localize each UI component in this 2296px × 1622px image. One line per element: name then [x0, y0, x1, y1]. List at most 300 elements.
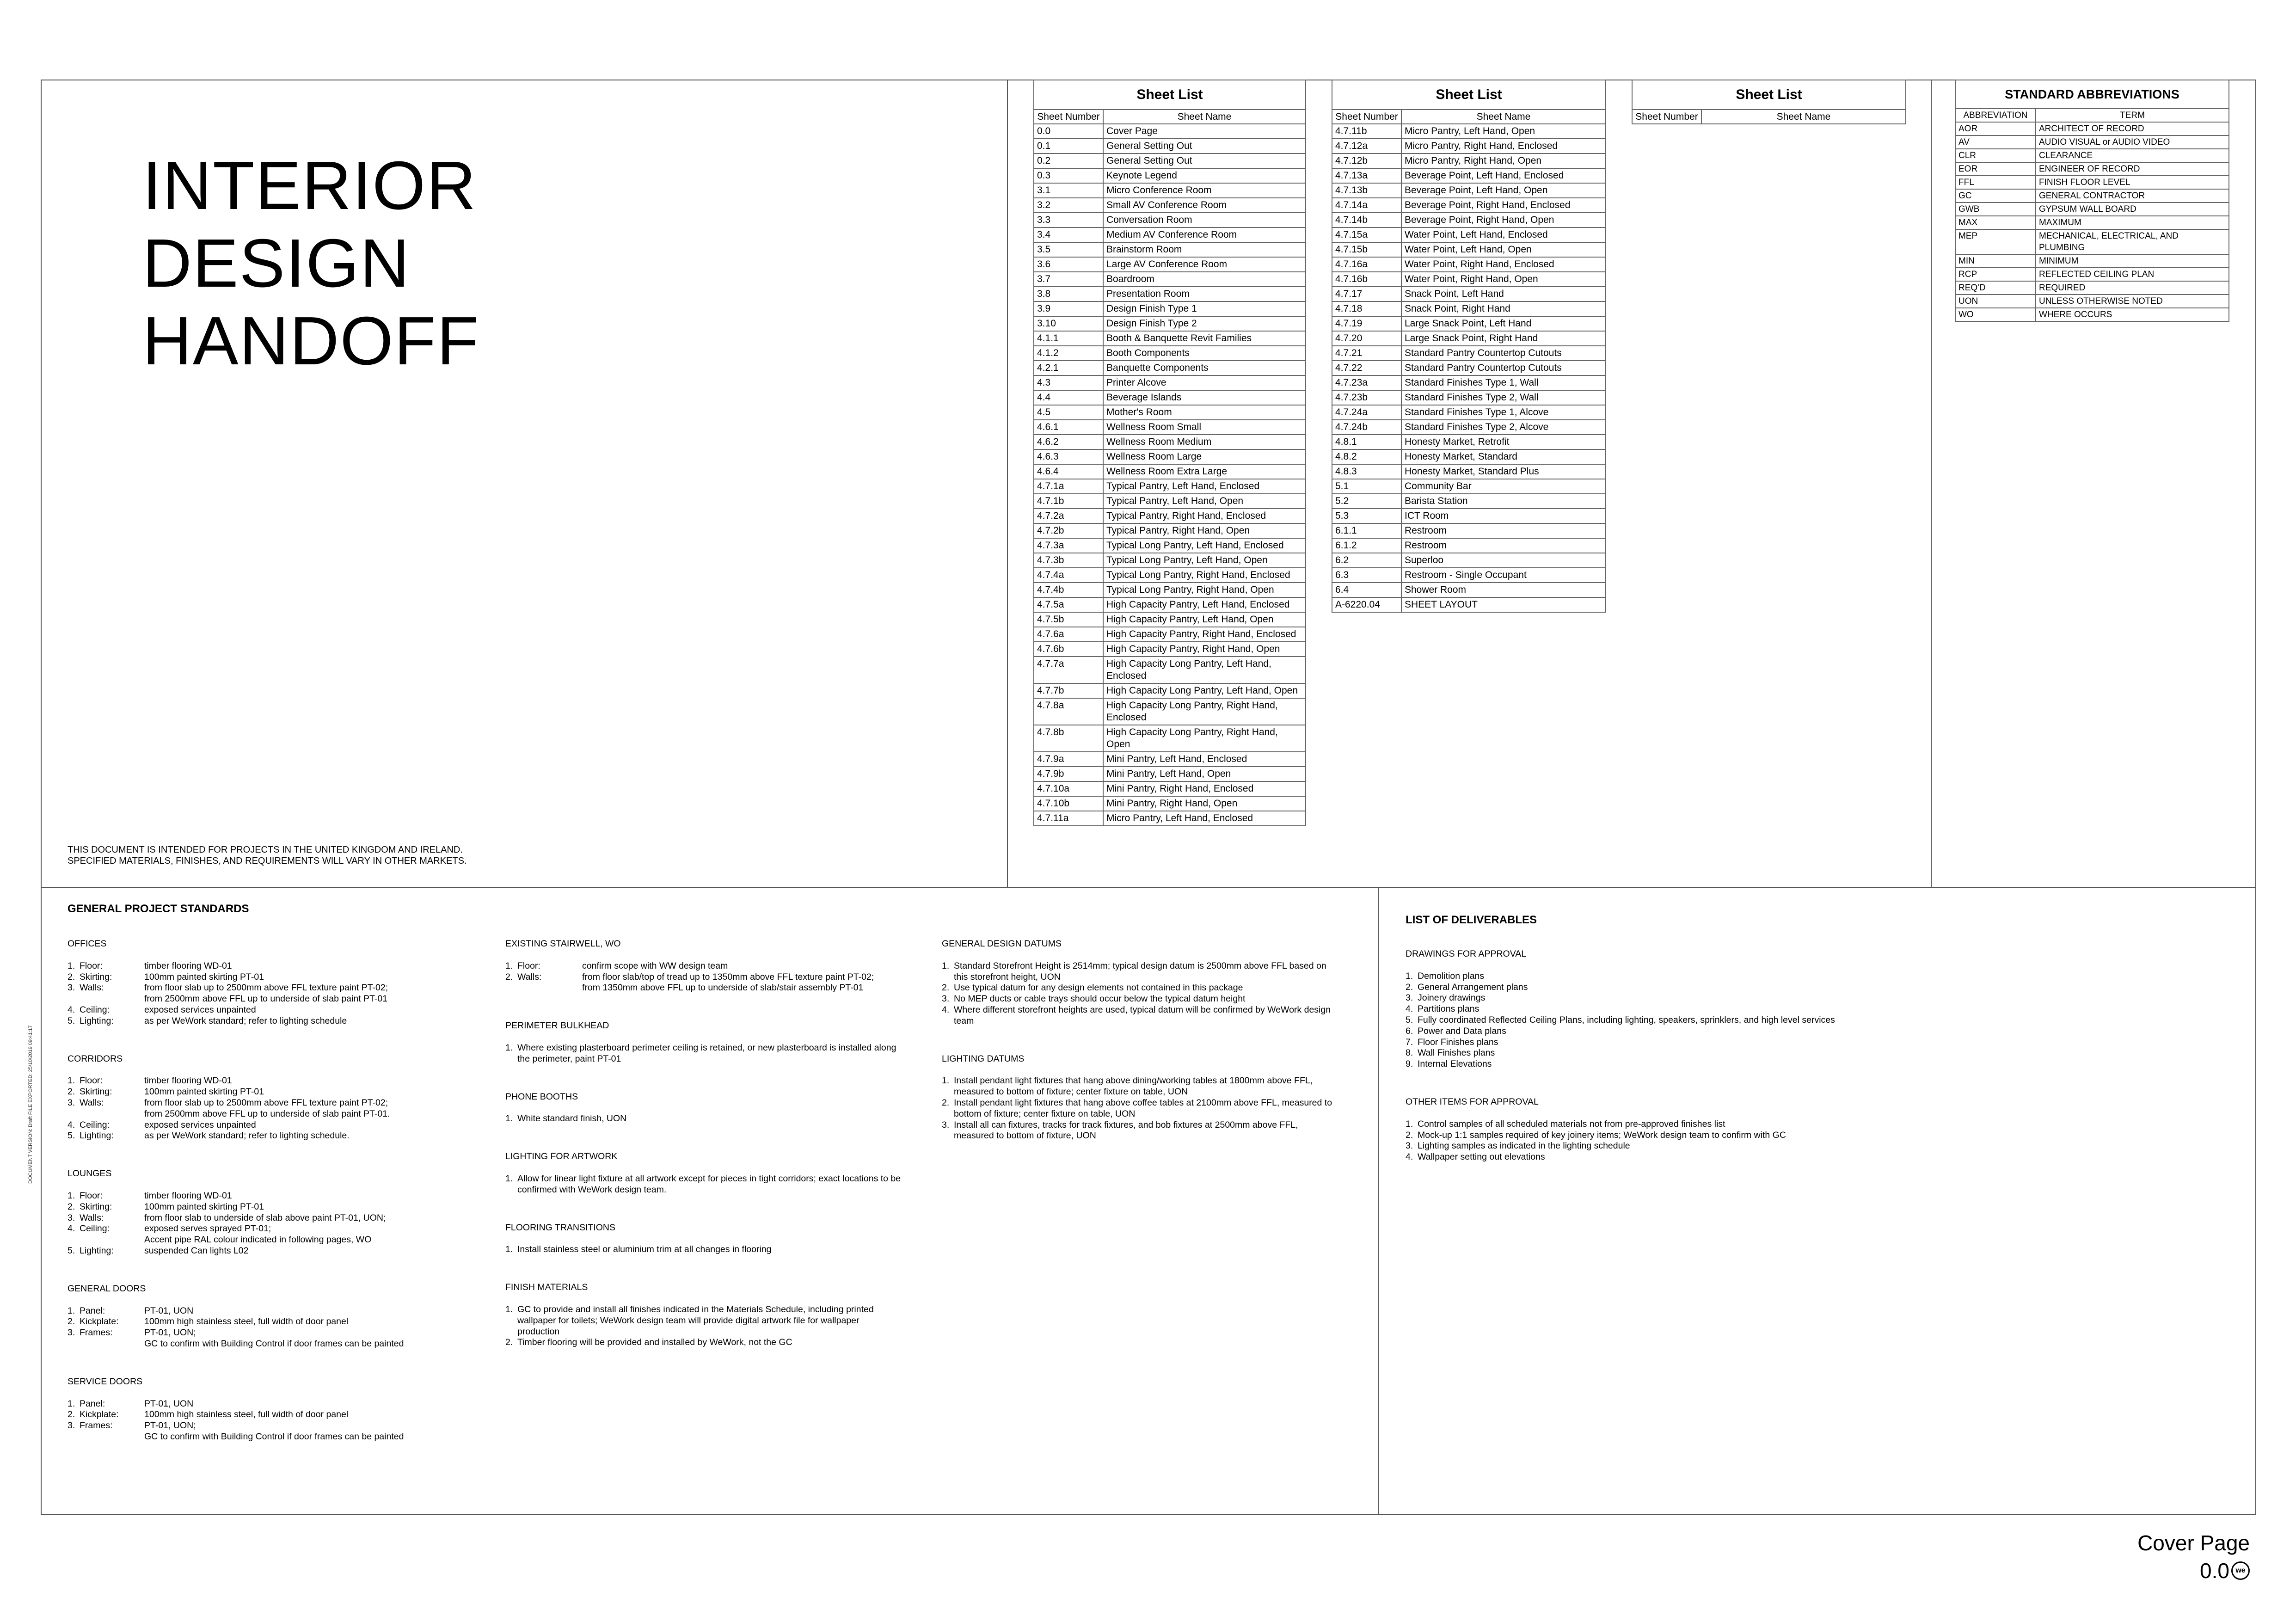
sheet-row	[1034, 198, 1306, 213]
abbreviation-cell: UON	[1955, 295, 2036, 308]
sheet-row	[1034, 553, 1306, 568]
sheet-row	[1332, 523, 1606, 538]
sheet-name-cell: Beverage Point, Left Hand, Open	[1401, 183, 1606, 198]
sheet-row	[1332, 257, 1606, 272]
deliverables-title: LIST OF DELIVERABLES	[1406, 914, 1537, 926]
sheet-list-table-1	[1033, 80, 1306, 826]
sheet-number-cell: 3.10	[1034, 316, 1103, 331]
sheet-number-cell: 4.7.22	[1332, 361, 1401, 375]
sheet-name-cell: Water Point, Left Hand, Open	[1401, 242, 1606, 257]
sheet-name-cell: Presentation Room	[1103, 287, 1306, 301]
sheet-number-cell: 4.7.6b	[1034, 642, 1103, 657]
sheet-row	[1034, 509, 1306, 523]
sheet-row	[1034, 781, 1306, 796]
sheet-number-cell: 6.2	[1332, 553, 1401, 568]
term-cell: REFLECTED CEILING PLAN	[2036, 268, 2229, 281]
sheet-row	[1034, 597, 1306, 612]
sheet-name-cell: Typical Long Pantry, Right Hand, Enclosed	[1103, 568, 1306, 583]
item-number: 9.	[1406, 1059, 1413, 1069]
sheet-number-cell: 4.7.15a	[1332, 227, 1401, 242]
item-number: 2.	[942, 1097, 950, 1108]
sheet-number-cell: 4.7.9a	[1034, 752, 1103, 767]
sheet-row	[1332, 139, 1606, 154]
term-cell: CLEARANCE	[2036, 149, 2229, 162]
item-number: 1.	[1406, 1118, 1413, 1129]
sheet-row	[1034, 435, 1306, 449]
sheet-list-table-2	[1332, 80, 1606, 613]
abbreviation-cell: FFL	[1955, 176, 2036, 189]
sheet-row	[1034, 301, 1306, 316]
section-heading: LIGHTING DATUMS	[942, 1053, 1025, 1064]
sheet-number-cell: 0.0	[1034, 124, 1103, 139]
item-number: 3.	[942, 994, 950, 1004]
section-heading: GENERAL DESIGN DATUMS	[942, 939, 1062, 949]
standard-item	[942, 961, 1339, 983]
sheet-name-cell: Typical Long Pantry, Left Hand, Open	[1103, 553, 1306, 568]
sheet-name-cell: Honesty Market, Standard Plus	[1401, 464, 1606, 479]
section-heading: PHONE BOOTHS	[505, 1091, 578, 1102]
sheet-row	[1034, 698, 1306, 725]
sheet-number-cell: 6.4	[1332, 583, 1401, 597]
sheet-row	[1332, 154, 1606, 168]
sheet-number-cell: 4.7.8b	[1034, 725, 1103, 752]
sheet-row	[1034, 583, 1306, 597]
sheet-name-header: Sheet Name	[1103, 110, 1306, 124]
standard-item	[68, 1246, 474, 1257]
sheet-name-cell: General Setting Out	[1103, 154, 1306, 168]
item-text: suspended Can lights L02	[144, 1245, 249, 1256]
item-number: 2.	[942, 983, 950, 993]
sheet-row	[1034, 346, 1306, 361]
item-key: Panel:	[80, 1398, 105, 1409]
sheet-name-cell: Typical Pantry, Left Hand, Open	[1103, 494, 1306, 509]
sheet-number-cell: 0.3	[1034, 168, 1103, 183]
item-text: Mock-up 1:1 samples required of key joinery items; WeWork design team to confirm with GC	[1418, 1130, 1786, 1140]
sheet-row	[1034, 464, 1306, 479]
item-text: Lighting samples as indicated in the lighting schedule	[1418, 1141, 1630, 1151]
sheet-name-cell: Water Point, Right Hand, Enclosed	[1401, 257, 1606, 272]
sheet-number-cell: 0.1	[1034, 139, 1103, 154]
standards-column-1	[68, 939, 474, 1443]
sheet-number-cell: 4.7.12a	[1332, 139, 1401, 154]
sheet-list-caption: Sheet List	[1034, 80, 1306, 110]
item-text: Install all can fixtures, tracks for track fixtures, and bob fixtures at 2500mm above FFL, measured to bottom of fixture, UON	[954, 1119, 1298, 1141]
sheet-number-cell: 4.7.15b	[1332, 242, 1401, 257]
item-text: timber flooring WD-01	[144, 1190, 232, 1201]
item-number: 2.	[68, 1087, 75, 1097]
sheet-row	[1034, 272, 1306, 287]
item-text: Use typical datum for any design elements not contained in this package	[954, 983, 1243, 993]
item-key: Ceiling:	[80, 1004, 110, 1015]
standard-item	[942, 1075, 1339, 1098]
sheet-name-cell: High Capacity Pantry, Left Hand, Open	[1103, 612, 1306, 627]
sheet-name-header: Sheet Name	[1401, 110, 1606, 124]
standard-item	[68, 1087, 474, 1098]
sheet-name-cell: Keynote Legend	[1103, 168, 1306, 183]
term-cell: FINISH FLOOR LEVEL	[2036, 176, 2229, 189]
sheet-row	[1332, 272, 1606, 287]
item-number: 1.	[942, 960, 950, 971]
sheet-name-cell: Water Point, Left Hand, Enclosed	[1401, 227, 1606, 242]
item-text: exposed services unpainted	[144, 1119, 256, 1130]
abbreviation-row	[1955, 229, 2229, 254]
sheet-name-cell: Barista Station	[1401, 494, 1606, 509]
sheet-number-cell: 4.7.20	[1332, 331, 1401, 346]
standard-item	[68, 1420, 474, 1443]
standard-item	[942, 983, 1339, 994]
item-key: Ceiling:	[80, 1223, 110, 1234]
item-number: 2.	[68, 1316, 75, 1327]
sheet-row	[1034, 479, 1306, 494]
sheet-name-cell: Standard Finishes Type 1, Wall	[1401, 375, 1606, 390]
market-disclaimer	[68, 844, 467, 866]
abbreviation-row	[1955, 308, 2229, 321]
item-number: 1.	[505, 1042, 513, 1053]
sheet-number-cell: 5.2	[1332, 494, 1401, 509]
item-key: Lighting:	[80, 1245, 114, 1256]
standard-item	[68, 1223, 474, 1246]
item-text: 100mm high stainless steel, full width of door panel	[144, 1316, 349, 1327]
sheet-number-cell: 4.6.4	[1034, 464, 1103, 479]
item-number: 3.	[1406, 1141, 1413, 1151]
item-text: exposed services unpainted	[144, 1004, 256, 1015]
item-text: Where existing plasterboard perimeter ceiling is retained, or new plasterboard is installed along the perimeter, paint PT-01	[517, 1042, 896, 1064]
sheet-number-cell: 3.9	[1034, 301, 1103, 316]
sheet-list-table-3	[1632, 80, 1906, 124]
sheet-row	[1034, 154, 1306, 168]
sheet-name-cell: Standard Finishes Type 1, Alcove	[1401, 405, 1606, 420]
sheet-number-cell: 4.8.3	[1332, 464, 1401, 479]
sheet-number-cell: 4.7.1a	[1034, 479, 1103, 494]
sheet-name-cell: High Capacity Pantry, Left Hand, Enclosed	[1103, 597, 1306, 612]
sheet-row	[1332, 479, 1606, 494]
term-cell: ENGINEER OF RECORD	[2036, 162, 2229, 176]
term-cell: REQUIRED	[2036, 281, 2229, 295]
sheet-row	[1034, 213, 1306, 227]
abbreviation-cell: REQ'D	[1955, 281, 2036, 295]
sheet-name-cell: Large Snack Point, Right Hand	[1401, 331, 1606, 346]
sheet-row	[1332, 390, 1606, 405]
sheet-name-cell: Cover Page	[1103, 124, 1306, 139]
item-number: 5.	[68, 1015, 75, 1026]
sheet-number-header: Sheet Number	[1332, 110, 1401, 124]
item-text: from floor slab up to 2500mm above FFL texture paint PT-02; from 2500mm above FFL up to underside of slab paint PT-01	[144, 983, 388, 1004]
abbreviations-caption: STANDARD ABBREVIATIONS	[1955, 80, 2229, 109]
item-text: Wall Finishes plans	[1418, 1048, 1495, 1058]
sheet-list-caption: Sheet List	[1332, 80, 1606, 110]
item-text: Install stainless steel or aluminium trim at all changes in flooring	[517, 1244, 772, 1255]
sheet-row	[1332, 509, 1606, 523]
sheet-number-cell: 3.3	[1034, 213, 1103, 227]
item-text: Wallpaper setting out elevations	[1418, 1152, 1545, 1162]
sheet-name-cell: Water Point, Right Hand, Open	[1401, 272, 1606, 287]
item-key: Lighting:	[80, 1130, 114, 1141]
item-key: Walls:	[80, 1097, 104, 1108]
section-heading: FLOORING TRANSITIONS	[505, 1222, 615, 1233]
standard-item	[68, 1327, 474, 1350]
standard-item	[1406, 1059, 2228, 1070]
term-cell: WHERE OCCURS	[2036, 308, 2229, 321]
sheet-number-cell: 3.2	[1034, 198, 1103, 213]
abbreviation-row	[1955, 281, 2229, 295]
title-line: HANDOFF	[142, 303, 480, 379]
item-text: PT-01, UON	[144, 1305, 194, 1316]
sheet-row	[1034, 767, 1306, 781]
sheet-name-cell: High Capacity Pantry, Right Hand, Enclosed	[1103, 627, 1306, 642]
sheet-number-cell: 3.5	[1034, 242, 1103, 257]
sheet-number-header: Sheet Number	[1632, 110, 1701, 124]
item-key: Walls:	[517, 971, 542, 982]
sheet-name-header: Sheet Name	[1701, 110, 1906, 124]
sheet-name-cell: High Capacity Long Pantry, Left Hand, Open	[1103, 683, 1306, 698]
item-text: 100mm painted skirting PT-01	[144, 971, 264, 982]
item-number: 3.	[68, 1420, 75, 1431]
sheet-row	[1034, 168, 1306, 183]
standard-item	[1406, 1048, 2228, 1059]
item-number: 1.	[505, 1304, 513, 1315]
sheet-number-cell: 4.7.19	[1332, 316, 1401, 331]
standard-item	[505, 961, 903, 972]
sheet-number-cell: 3.8	[1034, 287, 1103, 301]
item-text: 100mm painted skirting PT-01	[144, 1201, 264, 1212]
sheet-number-cell: 4.7.7a	[1034, 657, 1103, 683]
sheet-name-cell: Typical Pantry, Right Hand, Open	[1103, 523, 1306, 538]
standard-item	[1406, 982, 2228, 993]
section-heading: LOUNGES	[68, 1168, 112, 1179]
sheet-number-cell: 5.3	[1332, 509, 1401, 523]
abbreviation-row	[1955, 135, 2229, 149]
sheet-list-caption: Sheet List	[1632, 80, 1906, 110]
sheet-name-cell: Restroom	[1401, 523, 1606, 538]
standard-item	[68, 972, 474, 983]
abbreviation-row	[1955, 149, 2229, 162]
title-line: DESIGN	[142, 225, 411, 301]
sheet-number-cell: 3.6	[1034, 257, 1103, 272]
item-number: 3.	[68, 1212, 75, 1223]
sheet-number-cell: 4.6.2	[1034, 435, 1103, 449]
item-number: 2.	[68, 1201, 75, 1212]
item-number: 2.	[505, 1337, 513, 1348]
sheet-row	[1034, 139, 1306, 154]
item-number: 3.	[68, 983, 75, 993]
sheet-number-cell: 4.6.1	[1034, 420, 1103, 435]
sheet-name-cell: Beverage Point, Left Hand, Enclosed	[1401, 168, 1606, 183]
sheet-row	[1332, 346, 1606, 361]
divider-vertical-bottom	[1378, 887, 1379, 1515]
sheet-name-cell: SHEET LAYOUT	[1401, 597, 1606, 612]
item-number: 4.	[942, 1004, 950, 1015]
sheet-row	[1332, 331, 1606, 346]
sheet-name-cell: Micro Pantry, Right Hand, Enclosed	[1401, 139, 1606, 154]
section-heading: GENERAL DOORS	[68, 1283, 146, 1294]
disclaimer-line: SPECIFIED MATERIALS, FINISHES, AND REQUIREMENTS WILL VARY IN OTHER MARKETS.	[68, 856, 467, 866]
item-text: Install pendant light fixtures that hang above dining/working tables at 1800mm above FFL, measured to bottom of fixture; center fixture on table, UON	[954, 1075, 1313, 1097]
sheet-name-cell: Typical Pantry, Left Hand, Enclosed	[1103, 479, 1306, 494]
sheet-name-cell: Beverage Point, Right Hand, Enclosed	[1401, 198, 1606, 213]
sheet-name-cell: Medium AV Conference Room	[1103, 227, 1306, 242]
item-text: from floor slab up to 2500mm above FFL texture paint PT-02; from 2500mm above FFL up to underside of slab paint PT-01.	[144, 1097, 390, 1119]
standard-item	[505, 1244, 903, 1255]
sheet-number-cell: 4.7.9b	[1034, 767, 1103, 781]
sheet-number-cell: 3.4	[1034, 227, 1103, 242]
sheet-name-cell: Standard Finishes Type 2, Alcove	[1401, 420, 1606, 435]
item-key: Kickplate:	[80, 1409, 119, 1420]
item-key: Floor:	[517, 960, 540, 971]
sheet-row	[1034, 242, 1306, 257]
item-text: No MEP ducts or cable trays should occur below the typical datum height	[954, 994, 1246, 1004]
sheet-row	[1034, 257, 1306, 272]
standard-item	[505, 1173, 903, 1196]
sheet-number-cell: 4.7.14b	[1332, 213, 1401, 227]
abbreviation-cell: RCP	[1955, 268, 2036, 281]
sheet-row	[1332, 183, 1606, 198]
sheet-number-cell: 4.7.17	[1332, 287, 1401, 301]
abbreviation-row	[1955, 216, 2229, 229]
item-number: 2.	[505, 971, 513, 982]
sheet-name-cell: Wellness Room Small	[1103, 420, 1306, 435]
sheet-name-cell: Typical Pantry, Right Hand, Enclosed	[1103, 509, 1306, 523]
sheet-name-cell: High Capacity Long Pantry, Right Hand, Enclosed	[1103, 698, 1306, 725]
abbreviation-row	[1955, 122, 2229, 135]
item-number: 4.	[1406, 1004, 1413, 1014]
sheet-number-cell: 4.7.11a	[1034, 811, 1103, 826]
document-title	[142, 147, 479, 380]
sheet-row	[1034, 494, 1306, 509]
standard-item	[505, 1043, 903, 1065]
standard-item	[68, 1075, 474, 1087]
item-text: timber flooring WD-01	[144, 960, 232, 971]
item-text: exposed serves sprayed PT-01; Accent pipe RAL colour indicated in following pages, WO	[144, 1223, 372, 1245]
item-number: 3.	[942, 1119, 950, 1130]
abbreviation-header: ABBREVIATION	[1955, 109, 2036, 122]
section-heading: LIGHTING FOR ARTWORK	[505, 1151, 618, 1162]
term-cell: MECHANICAL, ELECTRICAL, AND PLUMBING	[2036, 229, 2229, 254]
sheet-name-cell: Mini Pantry, Right Hand, Enclosed	[1103, 781, 1306, 796]
sheet-row	[1034, 811, 1306, 826]
abbreviation-row	[1955, 176, 2229, 189]
item-number: 1.	[68, 1305, 75, 1316]
sheet-title: Cover Page	[2137, 1531, 2250, 1555]
standard-item	[68, 1130, 474, 1142]
sheet-name-cell: Restroom - Single Occupant	[1401, 568, 1606, 583]
sheet-number-cell: 4.7.4b	[1034, 583, 1103, 597]
sheet-name-cell: Superloo	[1401, 553, 1606, 568]
sheet-number-cell: 4.7.21	[1332, 346, 1401, 361]
sheet-row	[1332, 568, 1606, 583]
item-text: White standard finish, UON	[517, 1113, 627, 1124]
item-number: 1.	[68, 1398, 75, 1409]
document-version-note: DOCUMENT VERSION: Draft FILE EXPORTED: 25/10/2019 09:41:17	[28, 1025, 33, 1184]
standard-item	[1406, 1037, 2228, 1048]
sheet-number-cell: 4.8.2	[1332, 449, 1401, 464]
item-text: Demolition plans	[1418, 971, 1485, 981]
sheet-name-cell: Mini Pantry, Left Hand, Enclosed	[1103, 752, 1306, 767]
sheet-row	[1034, 657, 1306, 683]
sheet-number-cell: 4.7.12b	[1332, 154, 1401, 168]
sheet-name-cell: Banquette Components	[1103, 361, 1306, 375]
sheet-row	[1332, 420, 1606, 435]
sheet-name-cell: Snack Point, Right Hand	[1401, 301, 1606, 316]
section-heading: OTHER ITEMS FOR APPROVAL	[1406, 1096, 1539, 1107]
sheet-number-cell: 4.7.16b	[1332, 272, 1401, 287]
standard-item	[505, 1304, 903, 1337]
sheet-row	[1034, 361, 1306, 375]
standard-item	[68, 1409, 474, 1420]
item-number: 2.	[1406, 982, 1413, 992]
abbreviation-row	[1955, 268, 2229, 281]
standard-item	[68, 961, 474, 972]
item-number: 7.	[1406, 1037, 1413, 1047]
item-key: Kickplate:	[80, 1316, 119, 1327]
item-key: Floor:	[80, 960, 103, 971]
sheet-row	[1332, 301, 1606, 316]
item-number: 4.	[68, 1004, 75, 1015]
standard-item	[1406, 1026, 2228, 1037]
sheet-number-cell: 4.7.2a	[1034, 509, 1103, 523]
sheet-name-cell: Honesty Market, Retrofit	[1401, 435, 1606, 449]
sheet-name-cell: ICT Room	[1401, 509, 1606, 523]
sheet-number-cell: 3.7	[1034, 272, 1103, 287]
standards-column-2	[505, 939, 903, 1348]
divider-vertical-left	[1007, 80, 1008, 887]
term-cell: GENERAL CONTRACTOR	[2036, 189, 2229, 203]
item-number: 4.	[68, 1223, 75, 1234]
abbreviation-row	[1955, 189, 2229, 203]
sheet-row	[1034, 642, 1306, 657]
term-cell: UNLESS OTHERWISE NOTED	[2036, 295, 2229, 308]
standard-item	[68, 1120, 474, 1131]
sheet-number-cell: 4.7.23a	[1332, 375, 1401, 390]
abbreviation-row	[1955, 295, 2229, 308]
item-number: 6.	[1406, 1026, 1413, 1036]
sheet-name-cell: High Capacity Long Pantry, Right Hand, Open	[1103, 725, 1306, 752]
item-key: Panel:	[80, 1305, 105, 1316]
section-heading: SERVICE DOORS	[68, 1376, 143, 1387]
sheet-row	[1034, 405, 1306, 420]
sheet-row	[1034, 420, 1306, 435]
item-number: 4.	[1406, 1152, 1413, 1162]
sheet-name-cell: High Capacity Pantry, Right Hand, Open	[1103, 642, 1306, 657]
item-number: 3.	[68, 1327, 75, 1338]
sheet-name-cell: Micro Pantry, Left Hand, Enclosed	[1103, 811, 1306, 826]
standard-item	[68, 1306, 474, 1317]
item-number: 4.	[68, 1119, 75, 1130]
sheet-name-cell: Micro Conference Room	[1103, 183, 1306, 198]
sheet-name-cell: Conversation Room	[1103, 213, 1306, 227]
sheet-number-cell: 4.6.3	[1034, 449, 1103, 464]
abbreviation-cell: MIN	[1955, 254, 2036, 268]
sheet-row	[1332, 435, 1606, 449]
sheet-name-cell: Booth & Banquette Revit Families	[1103, 331, 1306, 346]
abbreviation-cell: MEP	[1955, 229, 2036, 254]
sheet-number-block	[2200, 1558, 2250, 1583]
item-number: 1.	[505, 1113, 513, 1124]
sheet-number: 0.0	[2200, 1559, 2229, 1583]
sheet-number-cell: 6.3	[1332, 568, 1401, 583]
item-text: Standard Storefront Height is 2514mm; typical design datum is 2500mm above FFL based on this storefront height, UON	[954, 960, 1326, 982]
item-text: Control samples of all scheduled materials not from pre-approved finishes list	[1418, 1118, 1725, 1129]
sheet-row	[1332, 583, 1606, 597]
sheet-row	[1034, 227, 1306, 242]
sheet-number-cell: 4.7.7b	[1034, 683, 1103, 698]
sheet-name-cell: Standard Pantry Countertop Cutouts	[1401, 361, 1606, 375]
sheet-number-cell: 4.7.24a	[1332, 405, 1401, 420]
sheet-row	[1034, 523, 1306, 538]
sheet-row	[1332, 494, 1606, 509]
term-cell: MINIMUM	[2036, 254, 2229, 268]
sheet-row	[1034, 375, 1306, 390]
standard-item	[1406, 1119, 2228, 1130]
